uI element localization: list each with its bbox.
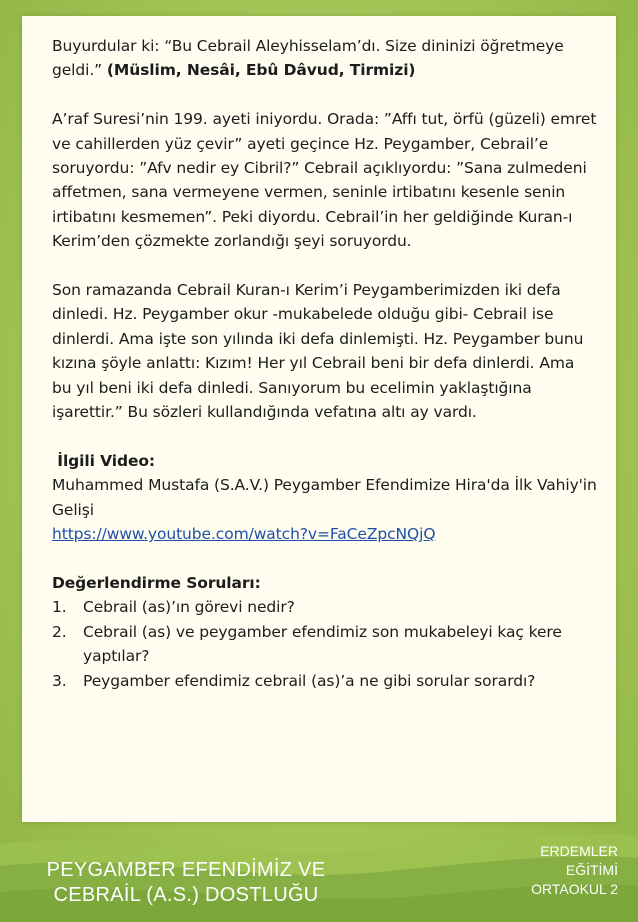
related-video-link[interactable]: https://www.youtube.com/watch?v=FaCeZpcNQjQ (52, 525, 436, 544)
footer-school-line-3: ORTAOKUL 2 (531, 881, 618, 897)
paragraph-2: A’raf Suresi’nin 199. ayeti iniyordu. Orada: ”Affı tut, örfü (güzeli) emret ve cahillerden yüz çevir” ayeti geçince Hz. Peygamber, Cebrail’e soruyordu: ”Afv nedir ey Cibril?” Cebrail açıklıyordu: ”Sana zulmedeni affetmen, sana vermeyene vermen, seninle irtibatını kesenle senin irtibatını kesmemen”. Peki diyordu. Cebrail’in her geldiğinde Kuran-ı Kerim’den çözmekte zorlandığı şeyi soruyordu. (52, 110, 597, 251)
question-item-2 (52, 620, 597, 669)
questions-list (52, 595, 597, 693)
question-item-3 (52, 669, 597, 693)
related-video-section (52, 449, 597, 547)
footer-school-line-1: ERDEMLER (540, 843, 618, 859)
question-number: 1. (52, 598, 67, 617)
paragraph-1 (52, 34, 597, 83)
question-text: Cebrail (as) ve peygamber efendimiz son mukabeleyi kaç kere yaptılar? (83, 622, 562, 666)
question-text: Cebrail (as)’ın görevi nedir? (83, 598, 295, 617)
question-item-1 (52, 595, 597, 619)
question-number: 3. (52, 671, 67, 690)
related-video-heading: İlgili Video: (52, 451, 155, 470)
paragraph-3: Son ramazanda Cebrail Kuran-ı Kerim’i Peygamberimizden iki defa dinledi. Hz. Peygamber okur -mukabelede olduğu gibi- Cebrail ise dinlerdi. Ama işte son yılında iki defa dinlemişti. Hz. Peygamber bunu kızına şöyle anlattı: Kızım! Her yıl Cebrail beni bir defa dinlerdi. Ama bu yıl beni iki defa dinledi. Sanıyorum bu ecelimin yaklaştığına işarettir.” Bu sözleri kullandığında vefatına altı ay vardı. (52, 281, 584, 422)
paragraph-1-text: Buyurdular ki: “Bu Cebrail Aleyhisselam’dı. Size dininizi öğretmeye geldi.” (52, 37, 564, 80)
footer-school-line-2: EĞİTİMİ (565, 862, 618, 878)
footer-title-line-1: PEYGAMBER EFENDİMİZ VE (46, 859, 326, 881)
questions-heading: Değerlendirme Soruları: (52, 573, 261, 592)
paragraph-1-citation: (Müslim, Nesâi, Ebû Dâvud, Tirmizi) (106, 61, 416, 80)
question-number: 2. (52, 622, 67, 641)
document-body (52, 34, 597, 693)
footer-school-label (478, 842, 618, 899)
questions-section (52, 571, 597, 693)
related-video-title: Muhammed Mustafa (S.A.V.) Peygamber Efendimize Hira'da İlk Vahiy'in Gelişi (52, 476, 597, 519)
question-text: Peygamber efendimiz cebrail (as)’a ne gibi sorular sorardı? (83, 671, 536, 690)
footer-title-line-2: CEBRAİL (A.S.) DOSTLUĞU (53, 884, 319, 906)
content-panel (22, 16, 616, 822)
footer-title (26, 858, 346, 908)
